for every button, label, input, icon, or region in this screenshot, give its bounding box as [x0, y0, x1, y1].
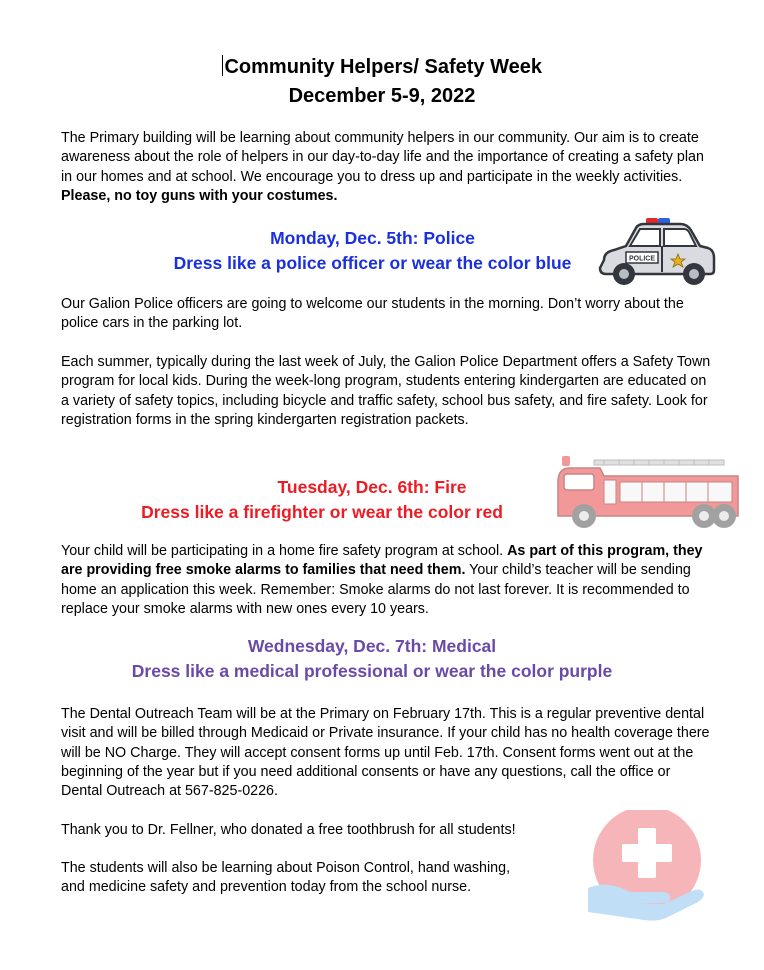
wednesday-paragraph-3-line-2: and medicine safety and prevention today from the school nurse.: [61, 879, 472, 895]
wednesday-paragraph-1: The Dental Outreach Team will be at the Primary on February 17th. This is a regular preventive dental visit and will be billed through Medicaid or Private insurance. If your child has no health coverage there will be NO Charge. They will accept consent forms up until Feb. 17th. Consent forms went out at the beginning of the year but if you need additional consents or have any questions, call the office or Dental Outreach at 567-825-0226.: [61, 706, 710, 800]
wednesday-heading: Wednesday, Dec. 7th: Medical: [247, 636, 497, 656]
wednesday-paragraph-2: Thank you to Dr. Fellner, who donated a free toothbrush for all students!: [61, 822, 516, 838]
monday-paragraph-2: Each summer, typically during the last week of July, the Galion Police Department offers a Safety Town program for local kids. During the week-long program, students entering kindergarten are educated on a variety of safety topics, including bicycle and traffic safety, school bus safety, and fire safety. Look for registration forms in the spring kindergarten registration packets.: [61, 354, 711, 428]
tuesday-paragraph: [61, 542, 711, 619]
monday-paragraph-1: Our Galion Police officers are going to welcome our students in the morning. Don’t worry about the police cars in the parking lot.: [61, 296, 684, 332]
wednesday-paragraph-3-line-1: The students will also be learning about Poison Control, hand washing,: [61, 860, 511, 876]
title-text: Community Helpers/ Safety Week: [224, 56, 542, 78]
tuesday-heading: Tuesday, Dec. 6th: Fire: [277, 477, 467, 497]
intro-bold-note: Please, no toy guns with your costumes.: [61, 187, 338, 204]
intro-paragraph: [61, 129, 711, 206]
police-car-icon: [596, 216, 718, 288]
police-car-label: POLICE: [628, 255, 656, 263]
tuesday-text-1: Your child will be participating in a home fire safety program at school.: [61, 543, 508, 559]
tuesday-subheading: Dress like a firefighter or wear the color red: [141, 502, 503, 522]
tuesday-bold-note: As part of this program, they are providing free smoke alarms to families that need them.: [61, 543, 703, 579]
wednesday-subheading: Dress like a medical professional or wear the color purple: [131, 661, 613, 681]
monday-subheading: Dress like a police officer or wear the color blue: [173, 253, 572, 273]
page-title: [0, 53, 764, 82]
tuesday-text-2: Your child’s teacher will be sending home an application this week. Remember: Smoke alarms do not last forever. It is recommended to replace your smoke alarms with new ones every 10 years.: [61, 562, 691, 617]
fire-truck-icon: [554, 452, 744, 532]
medical-cross-hand-icon: [582, 810, 712, 922]
monday-heading: Monday, Dec. 5th: Police: [270, 228, 475, 248]
intro-text: The Primary building will be learning about community helpers in our community. Our aim is to create awareness about the role of helpers in our day-to-day life and the importance of creating a safety plan in our homes and at school. We encourage you to dress up and participate in the weekly activities.: [61, 130, 704, 185]
page-dates: December 5-9, 2022: [288, 85, 476, 107]
